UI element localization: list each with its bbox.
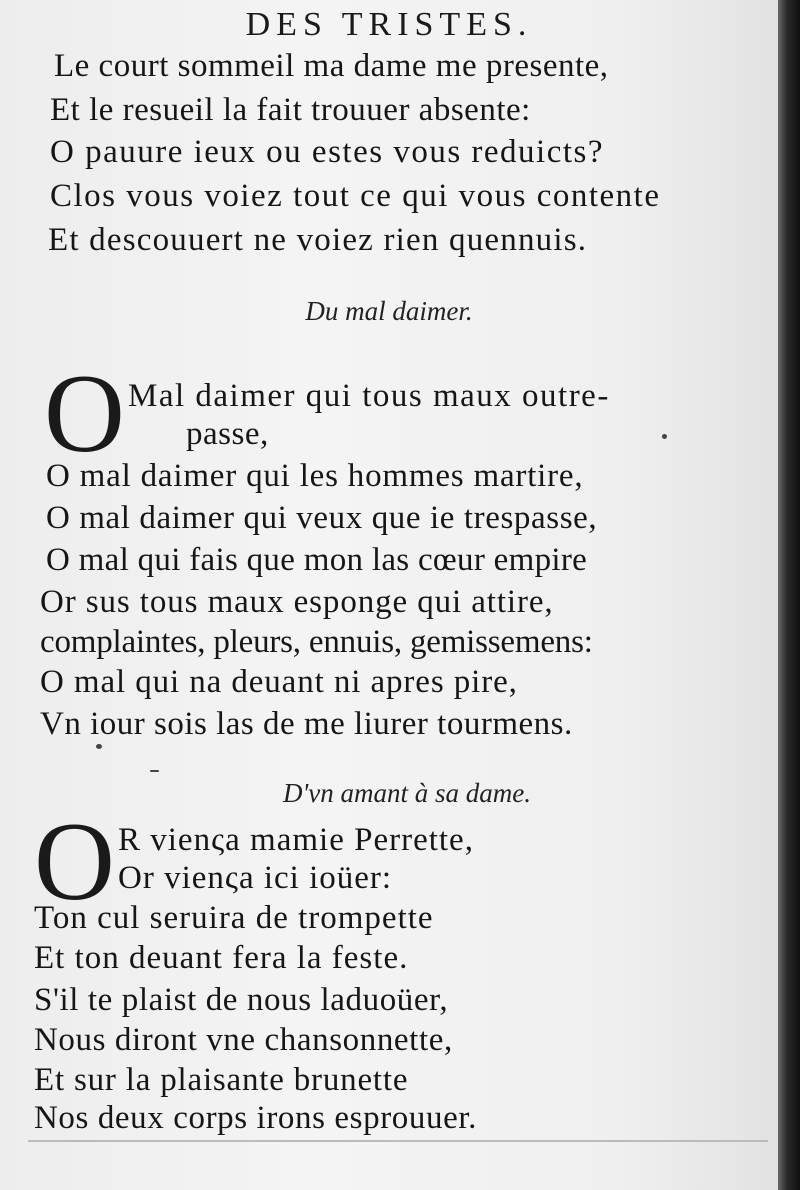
poem-two-line-6: Or sus tous maux esponge qui attire, <box>40 584 554 620</box>
stanza-one-line-3: O pauure ieux ou estes vous reduicts? <box>50 134 605 170</box>
poem-three-title: D'vn amant à sa dame. <box>283 778 531 808</box>
ink-speck <box>662 434 667 439</box>
stanza-one-line-5: Et descouuert ne voiez rien quennuis. <box>48 222 588 258</box>
poem-three-line-4: Et ton deuant fera la feste. <box>34 940 409 976</box>
poem-two-line-7: complaintes, pleurs, ennuis, gemissemens: <box>40 624 593 660</box>
running-head: DES TRISTES. <box>245 6 533 43</box>
poem-three-line-1: R vienςa mamie Perrette, <box>118 822 474 858</box>
poem-three-line-8: Nos deux corps irons esprouuer. <box>34 1100 477 1136</box>
stanza-one-line-1: Le court sommeil ma dame me presente, <box>54 48 609 84</box>
ink-speck <box>150 770 159 772</box>
poem-three-dropcap: O <box>34 800 115 924</box>
poem-two-line-2: passe, <box>186 416 269 452</box>
poem-three-line-6: Nous diront vne chansonnette, <box>34 1022 453 1058</box>
stanza-one-line-4: Clos vous voiez tout ce qui vous contente <box>50 178 661 214</box>
poem-three-line-5: S'il te plaist de nous laduoüer, <box>34 982 449 1018</box>
poem-two-line-8: O mal qui na deuant ni apres pire, <box>40 664 518 700</box>
poem-three-line-2: Or vienςa ici ioüer: <box>118 860 393 896</box>
poem-two-title: Du mal daimer. <box>305 296 473 326</box>
poem-two-line-3: O mal daimer qui les hommes martire, <box>46 458 584 494</box>
poem-three-line-3: Ton cul seruira de trompette <box>34 900 434 936</box>
poem-two-line-4: O mal daimer qui veux que ie trespasse, <box>46 500 598 536</box>
stanza-one-line-2: Et le resueil la fait trouuer absente: <box>50 92 531 128</box>
poem-two-line-9: Vn iour sois las de me liurer tourmens. <box>40 706 573 742</box>
poem-two-line-1: Mal daimer qui tous maux outre- <box>128 378 610 414</box>
poem-two-line-5: O mal qui fais que mon las cœur empire <box>46 542 588 578</box>
page-edge <box>778 0 800 1190</box>
poem-three-line-7: Et sur la plaisante brunette <box>34 1062 409 1098</box>
page-bottom-rule <box>28 1140 768 1142</box>
poem-two-dropcap: O <box>44 352 125 476</box>
ink-speck <box>96 744 102 749</box>
